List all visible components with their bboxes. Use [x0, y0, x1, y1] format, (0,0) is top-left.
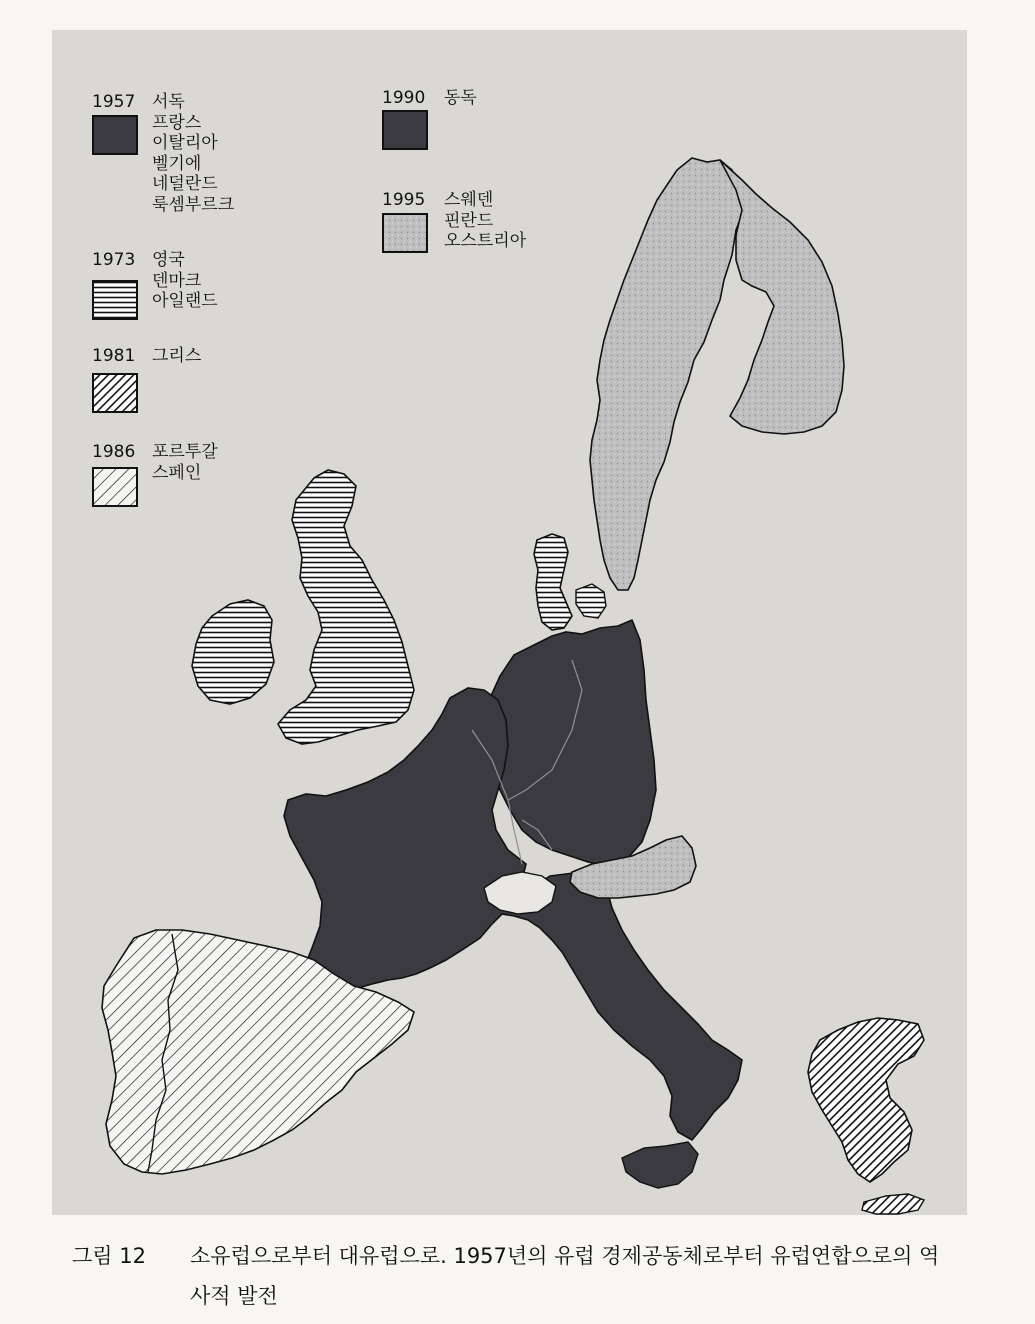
legend-year: 1990 — [382, 88, 426, 108]
legend-swatch-1986 — [92, 467, 138, 507]
legend-year: 1957 — [92, 92, 136, 112]
legend-country: 프랑스 — [152, 112, 202, 133]
legend-year: 1986 — [92, 442, 136, 462]
legend-country: 네덜란드 — [152, 174, 218, 194]
legend-year: 1981 — [92, 346, 136, 366]
denmark-region — [534, 534, 572, 630]
legend-country: 동독 — [444, 88, 477, 108]
legend-swatch-1981 — [92, 373, 138, 413]
legend-country: 그리스 — [152, 346, 202, 366]
legend-country: 서독 — [152, 92, 185, 112]
caption-label: 그림 12 — [72, 1244, 146, 1268]
legend-countries — [152, 346, 201, 367]
legend-countries — [152, 442, 218, 483]
sweden-region — [590, 158, 744, 590]
legend-country: 오스트리아 — [444, 231, 527, 251]
ireland-region — [192, 600, 274, 704]
legend-country: 스페인 — [152, 462, 202, 483]
legend-swatch-1990 — [382, 110, 428, 150]
legend-country: 룩셈부르크 — [152, 194, 235, 215]
legend-swatch-1995 — [382, 213, 428, 253]
finland-region — [720, 160, 844, 434]
denmark-islands — [576, 584, 606, 618]
caption-text: 소유럽으로부터 대유럽으로. 1957년의 유럽 경제공동체로부터 유럽연합으로의 역사적 발전 — [190, 1244, 940, 1308]
greece-region — [808, 1018, 924, 1182]
sicily-region — [622, 1142, 698, 1188]
legend-country: 벨기에 — [152, 153, 202, 174]
legend-country: 아일랜드 — [152, 291, 218, 311]
legend-countries — [444, 190, 526, 252]
legend-swatch-1973 — [92, 280, 138, 320]
legend-country: 포르투갈 — [152, 442, 218, 462]
legend-country: 영국 — [152, 250, 185, 270]
legend-year: 1995 — [382, 190, 426, 210]
legend-country: 핀란드 — [444, 210, 494, 231]
legend-countries — [444, 88, 477, 109]
map-figure — [52, 30, 967, 1215]
great-britain-region — [278, 470, 414, 744]
legend-country: 이탈리아 — [152, 133, 218, 153]
legend-countries — [152, 92, 234, 215]
crete-region — [862, 1194, 924, 1214]
legend-countries — [152, 250, 218, 312]
legend-country: 스웨덴 — [444, 190, 494, 210]
legend-swatch-1957 — [92, 115, 138, 155]
legend-country: 덴마크 — [152, 270, 202, 291]
legend-year: 1973 — [92, 250, 136, 270]
